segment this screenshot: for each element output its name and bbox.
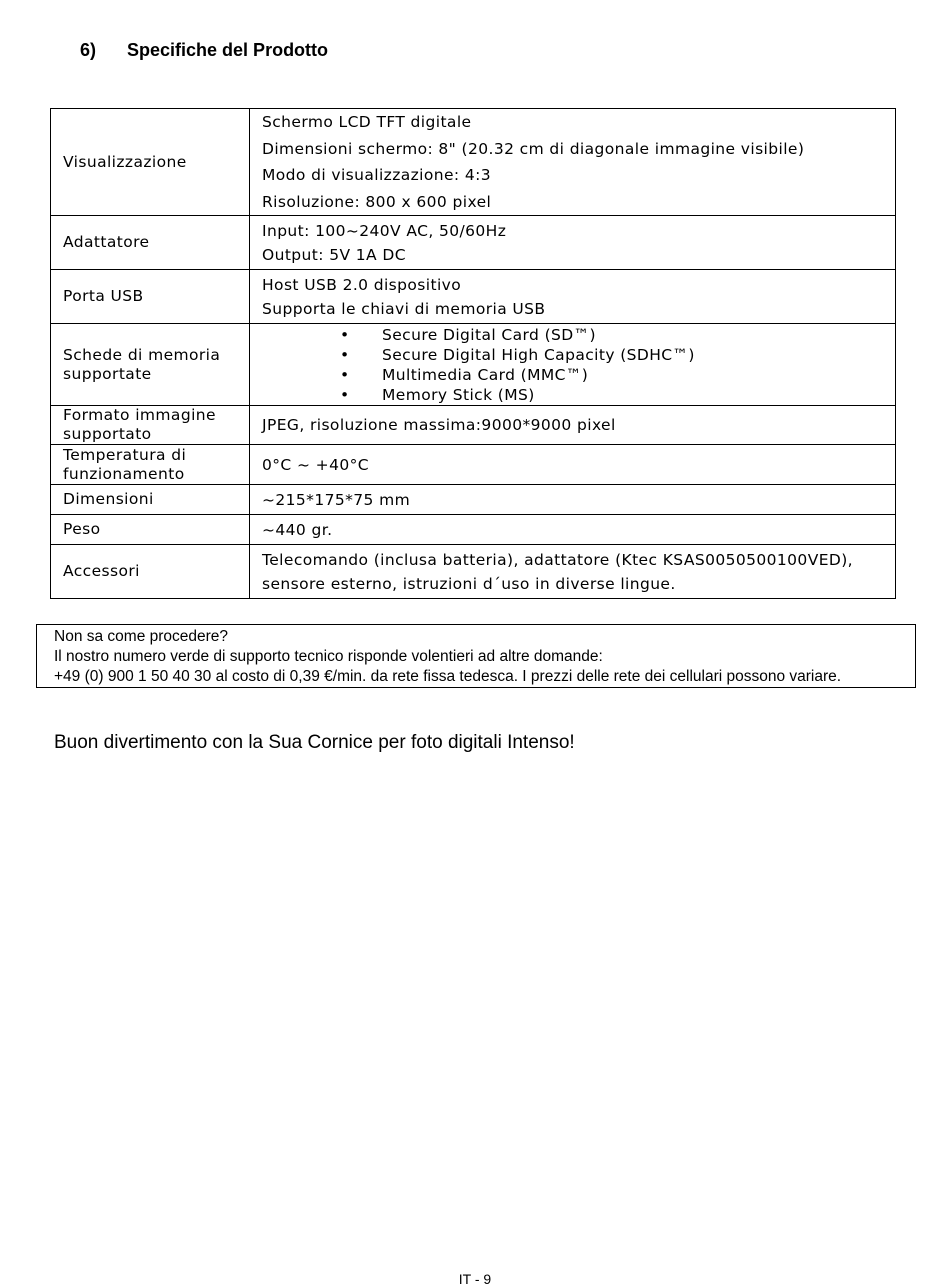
list-item [340,365,883,385]
spec-label: Schede di memoria supportate [51,324,250,406]
bullet-icon: • [340,325,350,344]
bullet-icon: • [340,385,350,404]
spec-label: Formato immagine supportato [51,406,250,445]
spec-value-line: ~215*175*75 mm [262,490,411,509]
list-item [340,325,883,345]
spec-value-line: JPEG, risoluzione massima:9000*9000 pixel [262,416,616,434]
spec-row-accessories [51,545,896,599]
spec-row-display [51,109,896,216]
spec-value [250,109,896,216]
spec-value-line: Host USB 2.0 dispositivo [262,275,462,294]
spec-row-dimensions [51,485,896,515]
spec-label: Porta USB [51,270,250,324]
spec-row-temperature [51,445,896,485]
support-description: Il nostro numero verde di supporto tecnico risponde volentieri ad altre domande: [54,648,603,665]
spec-value-line: 0°C ~ +40°C [262,455,369,474]
spec-value-line: ~440 gr. [262,520,333,539]
spec-label: Accessori [51,545,250,599]
spec-value-line: sensore esterno, istruzioni d´uso in diverse lingue. [262,574,676,593]
spec-label: Visualizzazione [51,109,250,216]
page-number: IT - 9 [458,1271,492,1287]
bullet-icon: • [340,365,350,384]
support-notice-box [36,624,916,688]
list-item-text: Secure Digital Card (SD™) [382,325,596,344]
spec-value-line: Supporta le chiavi di memoria USB [262,299,546,318]
list-item-text: Multimedia Card (MMC™) [382,365,589,384]
spec-row-memory-cards [51,324,896,406]
spec-value [250,445,896,485]
section-title: Specifiche del Prodotto [127,40,329,60]
spec-value [250,216,896,270]
spec-label: Peso [51,515,250,545]
spec-value-line: Telecomando (inclusa batteria), adattatore (Ktec KSAS0050500100VED), [262,550,853,569]
spec-row-usb [51,270,896,324]
list-item [340,385,883,405]
spec-value [250,324,896,406]
spec-value [250,406,896,445]
spec-value [250,545,896,599]
spec-row-image-format [51,406,896,445]
spec-label: Dimensioni [51,485,250,515]
list-item-text: Memory Stick (MS) [382,385,535,404]
memory-card-list [262,325,883,405]
spec-value [250,515,896,545]
spec-label: Temperatura di funzionamento [51,445,250,485]
list-item-text: Secure Digital High Capacity (SDHC™) [382,345,695,364]
spec-value-line: Schermo LCD TFT digitale [262,113,472,131]
spec-value-line: Input: 100~240V AC, 50/60Hz [262,221,507,240]
spec-row-adapter [51,216,896,270]
closing-message: Buon divertimento con la Sua Cornice per foto digitali Intenso! [54,732,575,753]
specifications-table [50,108,896,599]
spec-value-line: Output: 5V 1A DC [262,245,406,264]
support-question: Non sa come procedere? [54,628,229,645]
spec-value-line: Risoluzione: 800 x 600 pixel [262,192,492,211]
spec-label: Adattatore [51,216,250,270]
bullet-icon: • [340,345,350,364]
section-number: 6) [80,40,97,60]
spec-value [250,270,896,324]
spec-row-weight [51,515,896,545]
spec-value-line: Modo di visualizzazione: 4:3 [262,166,492,184]
list-item [340,345,883,365]
support-phone: +49 (0) 900 1 50 40 30 al costo di 0,39 €/min. da rete fissa tedesca. I prezzi delle rete dei cellulari possono variare. [54,668,842,685]
section-heading [80,40,328,61]
spec-value [250,485,896,515]
spec-value-line: Dimensioni schermo: 8" (20.32 cm di diagonale immagine visibile) [262,139,805,158]
